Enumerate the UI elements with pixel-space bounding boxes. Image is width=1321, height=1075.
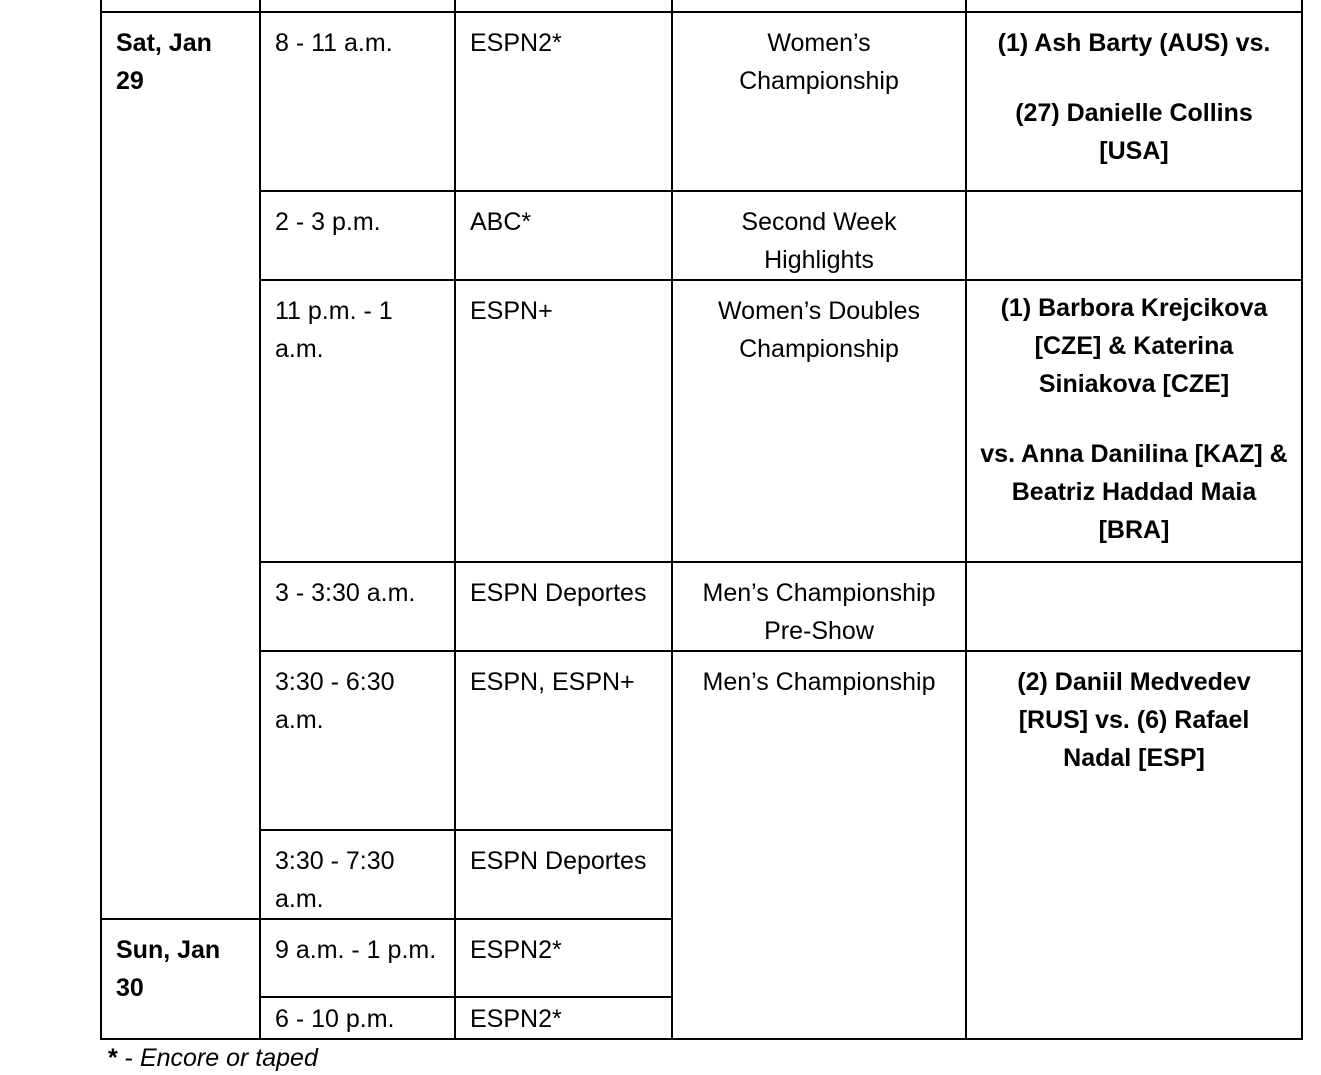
match-cell [966,562,1302,651]
footnote-symbol: * [108,1044,118,1072]
table-row [101,12,1302,191]
program-cell: Women’s Doubles Championship [672,280,966,562]
network-cell: ESPN Deportes [455,830,672,919]
network-cell: ESPN2* [455,12,672,191]
network-cell: ESPN+ [455,280,672,562]
match-line: vs. Anna Danilina [KAZ] & Beatriz Haddad Maia [BRA] [980,440,1288,544]
date-cell: Sat, Jan 29 [101,12,260,919]
network-cell: ESPN, ESPN+ [455,651,672,830]
table-row [101,280,1302,562]
time-cell: 11 p.m. - 1 a.m. [260,280,455,562]
match-cell [966,651,1302,1039]
match-cell [966,280,1302,562]
match-line: (1) Ash Barty (AUS) vs. [997,29,1271,57]
date-cell: Sun, Jan 30 [101,919,260,1039]
match-line: (1) Barbora Krejcikova [CZE] & Katerina Siniakova [CZE] [1000,294,1268,398]
network-cell: ESPN2* [455,997,672,1039]
footnote [108,1041,318,1075]
match-line: (2) Daniil Medvedev [RUS] vs. (6) Rafael Nadal [ESP] [1017,668,1251,772]
match-cell [966,191,1302,280]
tv-schedule-table [100,0,1303,1040]
time-cell: 2 - 3 p.m. [260,191,455,280]
program-cell: Second Week Highlights [672,191,966,280]
network-cell: ABC* [455,191,672,280]
table-row [101,562,1302,651]
program-cell: Men’s Championship [672,651,966,1039]
table-row [101,651,1302,830]
time-cell: 3:30 - 6:30 a.m. [260,651,455,830]
program-cell: Men’s Championship Pre-Show [672,562,966,651]
table-row-previous [101,0,1302,12]
footnote-description: Encore or taped [139,1044,318,1072]
time-cell: 3:30 - 7:30 a.m. [260,830,455,919]
match-line: (27) Danielle Collins [USA] [1015,99,1253,165]
time-cell: 8 - 11 a.m. [260,12,455,191]
match-cell [966,12,1302,191]
network-cell: ESPN2* [455,919,672,997]
table-row [101,191,1302,280]
footnote-separator: - [117,1044,140,1072]
network-cell: ESPN Deportes [455,562,672,651]
time-cell: 3 - 3:30 a.m. [260,562,455,651]
program-cell: Women’s Championship [672,12,966,191]
time-cell: 6 - 10 p.m. [260,997,455,1039]
time-cell: 9 a.m. - 1 p.m. [260,919,455,997]
